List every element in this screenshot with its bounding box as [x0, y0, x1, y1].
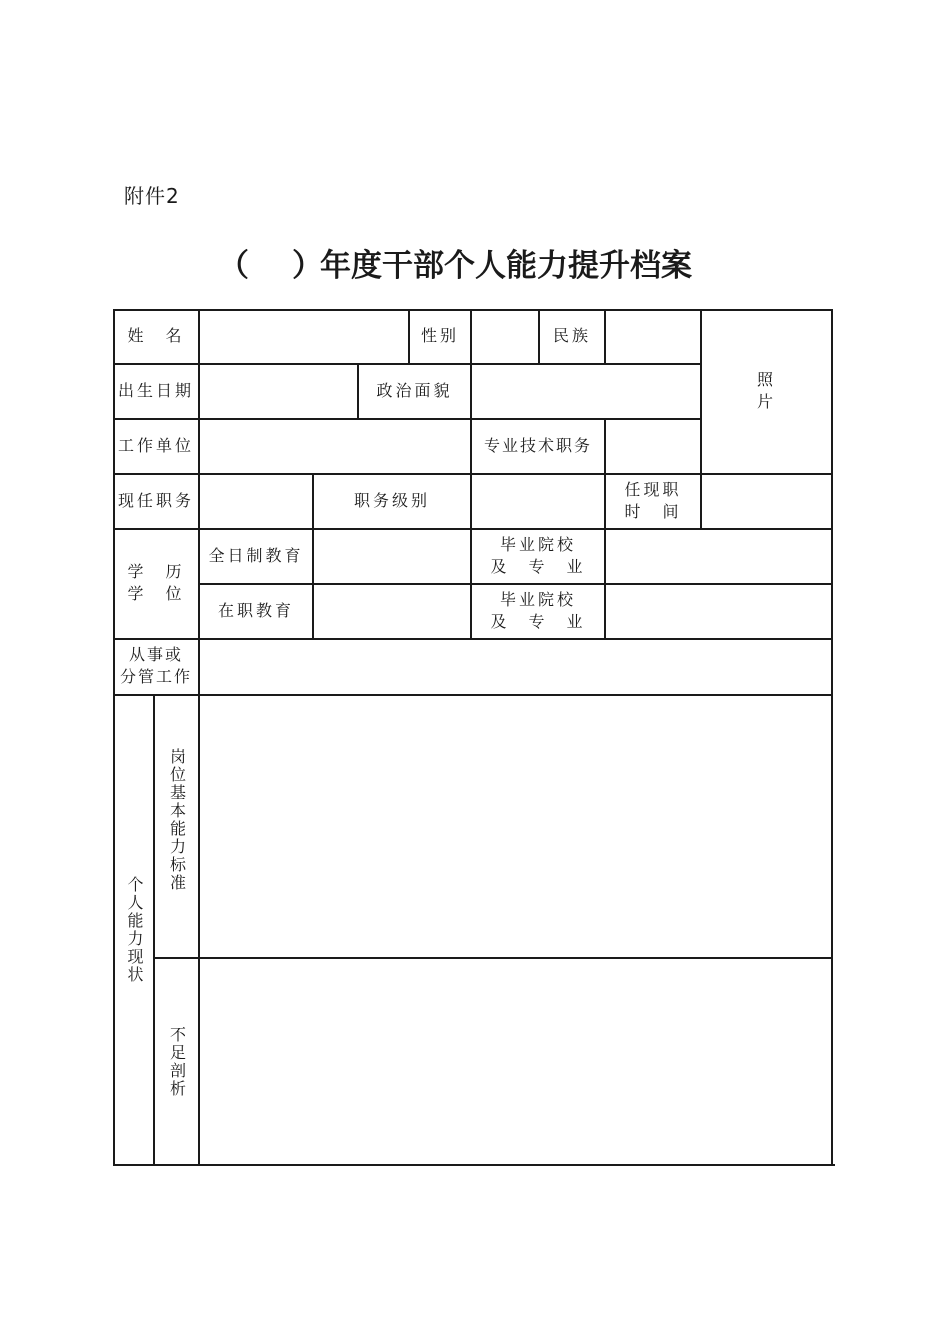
photo-label-line1: 照 [756, 370, 776, 389]
work-duties-field[interactable] [200, 640, 831, 694]
gender-label: 性别 [420, 326, 459, 345]
shortfall-text: 不足剖析 [167, 1025, 187, 1098]
profile-form-table [113, 309, 833, 1166]
attachment-label: 附件2 [124, 184, 180, 208]
name-label: 姓 名 [127, 326, 185, 345]
work-label-line2: 分管工作 [119, 667, 192, 686]
ability-status-text: 个人能力现状 [125, 876, 144, 984]
photo-label-line2: 片 [756, 392, 776, 411]
school-label-line2: 及 专 业 [490, 611, 586, 631]
education-label-line2: 学 位 [127, 584, 185, 603]
photo-box[interactable] [702, 309, 831, 473]
fulltime-school-label [472, 528, 604, 583]
name-field[interactable] [200, 311, 408, 363]
education-label-line1: 学 历 [127, 562, 185, 581]
inservice-school-field[interactable] [606, 585, 831, 638]
grid-line [113, 1164, 835, 1166]
work-duties-label [113, 638, 199, 694]
basic-standard-label [155, 696, 198, 957]
school-label-line2: 及 专 业 [490, 556, 586, 576]
gender-field[interactable] [472, 311, 538, 363]
position-rank-field[interactable] [472, 475, 604, 528]
education-degree-label [113, 528, 199, 638]
tenure-label [606, 473, 700, 528]
tenure-label-line2: 时 间 [624, 501, 682, 521]
tenure-label-line1: 任现职 [624, 479, 682, 499]
ability-status-label [115, 696, 153, 1164]
position-rank-label: 职务级别 [353, 490, 430, 510]
ethnicity-label: 民族 [552, 326, 591, 345]
work-unit-field[interactable] [200, 420, 470, 473]
political-status-field[interactable] [472, 365, 700, 418]
basic-standard-text: 岗位基本能力标准 [167, 748, 187, 892]
political-status-label: 政治面貌 [376, 380, 453, 400]
ethnicity-field[interactable] [606, 311, 700, 363]
title-paren-open: （ [218, 248, 249, 284]
current-position-field[interactable] [200, 475, 312, 528]
grid-line [831, 309, 833, 1166]
fulltime-education-field[interactable] [314, 530, 470, 583]
inservice-education-label: 在职教育 [217, 600, 294, 620]
tech-title-field[interactable] [606, 420, 700, 473]
work-label-line1: 从事或 [128, 645, 183, 664]
school-label-line1: 毕业院校 [499, 589, 576, 609]
shortfall-label [155, 959, 198, 1164]
inservice-education-field[interactable] [314, 585, 470, 638]
work-unit-label: 工作单位 [117, 435, 194, 455]
school-label-line1: 毕业院校 [499, 534, 576, 554]
basic-standard-field[interactable] [200, 696, 831, 957]
tenure-field[interactable] [702, 475, 831, 528]
title-main: 年度干部个人能力提升档案 [320, 248, 692, 284]
shortfall-field[interactable] [200, 959, 831, 1164]
title-paren-close: ） [292, 248, 323, 284]
fulltime-education-label: 全日制教育 [208, 545, 304, 565]
birth-date-label: 出生日期 [117, 380, 194, 400]
birth-date-field[interactable] [200, 365, 357, 418]
fulltime-school-field[interactable] [606, 530, 831, 583]
tech-title-label: 专业技术职务 [483, 435, 592, 455]
current-position-label: 现任职务 [117, 490, 194, 510]
inservice-school-label [472, 583, 604, 638]
